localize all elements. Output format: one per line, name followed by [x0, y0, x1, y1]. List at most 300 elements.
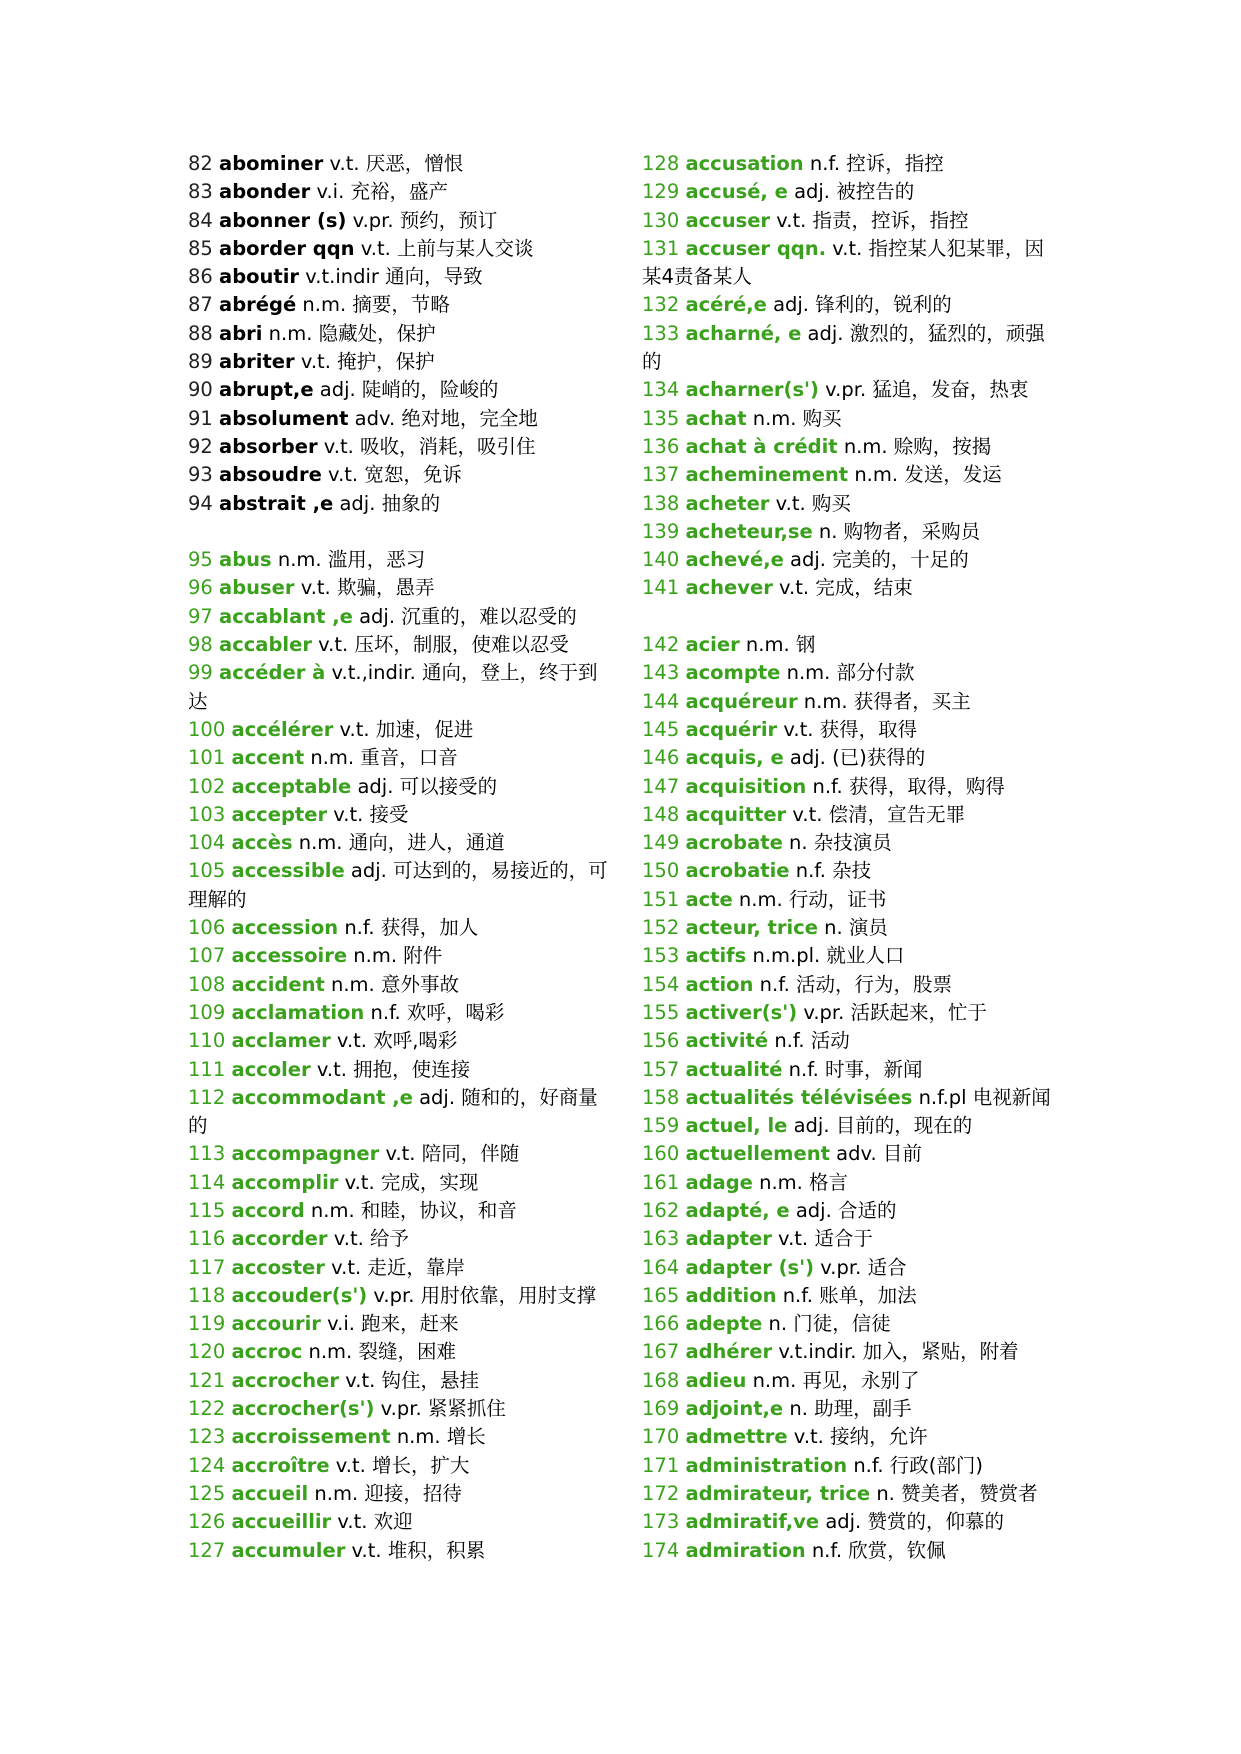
entry-definition: v.t. 偿清，宣告无罪: [792, 802, 966, 826]
vocab-entry: [188, 1084, 608, 1141]
vocab-entry: [188, 490, 608, 518]
entry-number: 168: [642, 1368, 680, 1392]
entry-headword: acceptable: [231, 774, 352, 798]
entry-headword: accélérer: [231, 717, 334, 741]
entry-headword: activité: [685, 1029, 769, 1053]
entry-headword: accompagner: [231, 1142, 380, 1166]
entry-number: 159: [642, 1114, 680, 1138]
entry-headword: abominer: [219, 152, 324, 175]
entry-headword: accrocher(s'): [231, 1397, 375, 1421]
entry-headword: accepter: [231, 802, 328, 826]
vocab-entry: [188, 405, 608, 433]
entry-headword: abrupt,e: [219, 378, 314, 402]
vocab-entry: [188, 574, 608, 602]
entry-number: 96: [188, 576, 213, 600]
entry-number: 88: [188, 321, 213, 345]
entry-number: 82: [188, 152, 213, 175]
vocab-entry: [642, 1056, 1062, 1084]
entry-number: 84: [188, 208, 213, 232]
vocab-entry: [642, 659, 1062, 687]
entry-headword: acteur, trice: [685, 916, 818, 940]
entry-headword: accroissement: [231, 1425, 391, 1449]
entry-number: 126: [188, 1510, 226, 1534]
entry-number: 148: [642, 802, 680, 826]
entry-number: 169: [642, 1397, 680, 1421]
vocab-entry: [642, 405, 1062, 433]
vocab-entry: [642, 857, 1062, 885]
entry-number: 131: [642, 236, 680, 260]
entry-headword: actualité: [685, 1057, 783, 1081]
entry-definition: n.m. 和睦，协议，和音: [310, 1198, 517, 1222]
entry-headword: accablant ,e: [219, 604, 353, 628]
entry-headword: achat: [685, 406, 747, 430]
entry-headword: accent: [231, 746, 305, 770]
entry-number: 152: [642, 916, 680, 940]
entry-definition: n.m. 裂缝，困难: [308, 1340, 456, 1364]
entry-definition: v.t. 堆积，积累: [351, 1538, 486, 1562]
vocab-entry: [642, 914, 1062, 942]
vocab-entry: [642, 942, 1062, 970]
vocab-entry: [188, 1254, 608, 1282]
entry-headword: actualités télévisées: [685, 1085, 913, 1109]
entry-definition: v.t. 适合于: [778, 1227, 873, 1251]
vocab-entry: [642, 1197, 1062, 1225]
entry-definition: v.t. 陪同，伴随: [385, 1142, 520, 1166]
entry-headword: acier: [685, 633, 740, 657]
entry-headword: adapter (s'): [685, 1255, 815, 1279]
entry-number: 118: [188, 1283, 226, 1307]
vocab-entry: [188, 631, 608, 659]
entry-definition: n.f. 杂技: [795, 859, 872, 883]
section-spacer: [642, 603, 1062, 631]
entry-definition: n. 助理，副手: [789, 1397, 912, 1421]
entry-number: 145: [642, 717, 680, 741]
vocab-entry: [642, 801, 1062, 829]
entry-number: 123: [188, 1425, 226, 1449]
entry-number: 128: [642, 152, 680, 175]
entry-headword: abstrait ,e: [219, 491, 334, 515]
entry-definition: v.pr. 用肘依靠，用肘支撑: [373, 1283, 597, 1307]
vocab-entry: [188, 1367, 608, 1395]
entry-definition: n.f. 获得，取得，购得: [812, 774, 1005, 798]
entry-definition: v.t. 接纳，允许: [793, 1425, 928, 1449]
entry-headword: abonder: [219, 180, 311, 204]
entry-definition: adv. 绝对地，完全地: [354, 406, 538, 430]
entry-number: 162: [642, 1198, 680, 1222]
vocab-entry: [188, 433, 608, 461]
section-spacer: [188, 518, 608, 546]
vocab-entry: [188, 320, 608, 348]
entry-definition: v.t. 走近，靠岸: [331, 1255, 465, 1279]
vocab-entry: [188, 1197, 608, 1225]
entry-definition: v.t.,indir. 通向，登上，终于到达: [188, 661, 598, 713]
entry-definition: v.t. 欺骗，愚弄: [300, 576, 435, 600]
entry-number: 161: [642, 1170, 680, 1194]
entry-number: 173: [642, 1510, 680, 1534]
vocab-entry: [188, 1027, 608, 1055]
entry-definition: v.t. 掩护，保护: [300, 350, 435, 374]
entry-definition: v.t. 拥抱，使连接: [316, 1057, 471, 1081]
vocab-entry: [642, 1423, 1062, 1451]
entry-headword: acharné, e: [685, 321, 802, 345]
entry-headword: abriter: [219, 350, 295, 374]
entry-definition: adj. 可以接受的: [357, 774, 498, 798]
entry-headword: accrocher: [231, 1368, 340, 1392]
entry-headword: aboutir: [219, 265, 300, 289]
entry-headword: adage: [685, 1170, 753, 1194]
entry-headword: actuel, le: [685, 1114, 788, 1138]
vocab-entry: [188, 1480, 608, 1508]
entry-headword: abrégé: [219, 293, 297, 317]
entry-number: 125: [188, 1481, 226, 1505]
entry-number: 135: [642, 406, 680, 430]
entry-definition: adj. 被控告的: [794, 180, 915, 204]
entry-number: 116: [188, 1227, 226, 1251]
vocab-entry: [642, 1395, 1062, 1423]
vocab-entry: [188, 178, 608, 206]
vocab-entry: [188, 1310, 608, 1338]
entry-number: 144: [642, 689, 680, 713]
entry-number: 129: [642, 180, 680, 204]
entry-headword: abri: [219, 321, 263, 345]
vocab-entry: [642, 1225, 1062, 1253]
entry-definition: n. 杂技演员: [789, 831, 892, 855]
entry-headword: abonner (s): [219, 208, 347, 232]
entry-headword: aborder qqn: [219, 236, 355, 260]
entry-headword: accueil: [231, 1481, 309, 1505]
vocab-entry: [642, 433, 1062, 461]
entry-headword: acclamation: [231, 1000, 365, 1024]
vocab-entry: [642, 518, 1062, 546]
entry-number: 110: [188, 1029, 226, 1053]
vocab-entry: [188, 857, 608, 914]
vocab-entry: [642, 1310, 1062, 1338]
entry-number: 156: [642, 1029, 680, 1053]
entry-number: 109: [188, 1000, 226, 1024]
entry-number: 122: [188, 1397, 226, 1421]
entry-number: 92: [188, 434, 213, 458]
entry-headword: accession: [231, 916, 339, 940]
vocab-entry: [188, 1140, 608, 1168]
entry-number: 113: [188, 1142, 226, 1166]
vocab-entry: [188, 1508, 608, 1536]
entry-definition: adj. 锋利的，锐利的: [773, 293, 952, 317]
vocab-entry: [642, 1508, 1062, 1536]
entry-definition: v.pr. 适合: [820, 1255, 907, 1279]
vocab-entry: [188, 659, 608, 716]
entry-definition: adj. (已)获得的: [789, 746, 926, 770]
entry-number: 140: [642, 548, 680, 572]
entry-headword: accorder: [231, 1227, 328, 1251]
entry-headword: action: [685, 972, 754, 996]
entry-headword: accessible: [231, 859, 345, 883]
entry-definition: v.t. 压坏，制服，使难以忍受: [318, 633, 569, 657]
vocab-entry: [642, 1027, 1062, 1055]
vocab-entry: [188, 773, 608, 801]
vocab-entry: [188, 207, 608, 235]
entry-headword: acquérir: [685, 717, 778, 741]
entry-definition: n.f. 获得，加人: [344, 916, 479, 940]
entry-number: 174: [642, 1538, 680, 1562]
entry-headword: acéré,e: [685, 293, 767, 317]
entry-definition: n.m. 获得者，买主: [803, 689, 971, 713]
vocab-entry: [642, 1338, 1062, 1366]
entry-definition: v.i. 充裕，盛产: [316, 180, 448, 204]
entry-number: 150: [642, 859, 680, 883]
entry-definition: adj. 抽象的: [339, 491, 441, 515]
entry-number: 105: [188, 859, 226, 883]
entry-definition: n.f. 行政(部门): [853, 1453, 983, 1477]
entry-definition: n.m. 通向，进人，通道: [298, 831, 505, 855]
vocab-entry: [642, 999, 1062, 1027]
vocab-entry: [188, 235, 608, 263]
entry-headword: accabler: [219, 633, 312, 657]
entry-definition: v.t. 钩住，悬挂: [345, 1368, 479, 1392]
entry-number: 137: [642, 463, 680, 487]
vocabulary-column-left: [188, 150, 608, 1565]
entry-number: 107: [188, 944, 226, 968]
entry-number: 155: [642, 1000, 680, 1024]
entry-definition: adj. 激烈的，猛烈的，顽强的: [642, 321, 1045, 374]
entry-number: 163: [642, 1227, 680, 1251]
entry-headword: absoudre: [219, 463, 322, 487]
entry-definition: n.f. 账单，加法: [782, 1283, 917, 1307]
entry-number: 157: [642, 1057, 680, 1081]
vocab-entry: [188, 546, 608, 574]
vocab-entry: [188, 1423, 608, 1451]
entry-number: 120: [188, 1340, 226, 1364]
entry-number: 111: [188, 1057, 226, 1081]
vocab-entry: [642, 886, 1062, 914]
vocab-entry: [188, 461, 608, 489]
entry-definition: v.t.indir. 加入，紧贴，附着: [778, 1340, 1019, 1364]
vocab-entry: [642, 1282, 1062, 1310]
entry-number: 154: [642, 972, 680, 996]
vocab-entry: [642, 1452, 1062, 1480]
entry-definition: v.t. 获得，取得: [783, 717, 918, 741]
entry-headword: achevé,e: [685, 548, 784, 572]
entry-headword: adieu: [685, 1368, 747, 1392]
vocab-entry: [642, 971, 1062, 999]
entry-number: 164: [642, 1255, 680, 1279]
vocab-entry: [188, 1537, 608, 1565]
entry-number: 83: [188, 180, 213, 204]
entry-headword: acheteur,se: [685, 519, 813, 543]
vocab-entry: [642, 207, 1062, 235]
entry-headword: admirateur, trice: [685, 1481, 871, 1505]
entry-definition: v.i. 跑来，赶来: [327, 1312, 459, 1336]
entry-number: 167: [642, 1340, 680, 1364]
entry-headword: accord: [231, 1198, 305, 1222]
entry-definition: n.f. 欣赏，钦佩: [811, 1538, 946, 1562]
entry-number: 171: [642, 1453, 680, 1477]
entry-number: 130: [642, 208, 680, 232]
entry-definition: n.m. 重音，口音: [310, 746, 458, 770]
vocab-entry: [642, 773, 1062, 801]
entry-number: 133: [642, 321, 680, 345]
vocab-entry: [188, 744, 608, 772]
entry-definition: n. 赞美者，赞赏者: [876, 1481, 1038, 1505]
entry-number: 108: [188, 972, 226, 996]
entry-headword: administration: [685, 1453, 848, 1477]
entry-headword: accoler: [231, 1057, 311, 1081]
entry-number: 136: [642, 434, 680, 458]
entry-definition: n.m. 迎接，招待: [314, 1481, 462, 1505]
entry-headword: accommodant ,e: [231, 1085, 413, 1109]
vocab-entry: [188, 801, 608, 829]
vocab-entry: [188, 263, 608, 291]
entry-headword: acompte: [685, 661, 781, 685]
entry-number: 153: [642, 944, 680, 968]
vocab-entry: [188, 971, 608, 999]
entry-number: 86: [188, 265, 213, 289]
entry-number: 102: [188, 774, 226, 798]
vocab-entry: [188, 914, 608, 942]
vocab-entry: [188, 716, 608, 744]
entry-headword: accroître: [231, 1453, 330, 1477]
entry-definition: v.t. 完成，实现: [344, 1170, 479, 1194]
entry-headword: accusation: [685, 152, 804, 175]
entry-number: 139: [642, 519, 680, 543]
entry-definition: n.m. 行动，证书: [738, 887, 887, 911]
entry-number: 132: [642, 293, 680, 317]
entry-headword: achever: [685, 576, 773, 600]
entry-headword: adapté, e: [685, 1198, 790, 1222]
entry-definition: adj. 完美的，十足的: [790, 548, 969, 572]
vocab-entry: [188, 291, 608, 319]
entry-definition: n.m.pl. 就业人口: [752, 944, 905, 968]
entry-definition: v.t. 给予: [333, 1227, 410, 1251]
vocab-entry: [642, 546, 1062, 574]
entry-number: 115: [188, 1198, 226, 1222]
entry-definition: n.m. 附件: [353, 944, 443, 968]
entry-number: 165: [642, 1283, 680, 1307]
entry-definition: n.f. 活动: [774, 1029, 850, 1053]
vocab-entry: [642, 461, 1062, 489]
entry-definition: n. 购物者，采购员: [818, 519, 981, 543]
entry-headword: acheminement: [685, 463, 849, 487]
entry-definition: n.f.pl 电视新闻: [918, 1085, 1051, 1109]
entry-number: 89: [188, 350, 213, 374]
entry-number: 147: [642, 774, 680, 798]
entry-definition: adj. 合适的: [795, 1198, 897, 1222]
entry-headword: acte: [685, 887, 733, 911]
entry-headword: absolument: [219, 406, 349, 430]
entry-number: 149: [642, 831, 680, 855]
entry-definition: v.t. 欢迎: [337, 1510, 413, 1534]
vocab-entry: [188, 1056, 608, 1084]
entry-number: 90: [188, 378, 213, 402]
entry-definition: n.m. 购买: [752, 406, 842, 430]
entry-headword: abus: [219, 548, 272, 572]
entry-definition: v.t. 上前与某人交谈: [360, 236, 534, 260]
entry-number: 112: [188, 1085, 226, 1109]
entry-definition: v.t. 吸收，消耗，吸引住: [323, 434, 536, 458]
vocab-entry: [642, 1112, 1062, 1140]
entry-number: 117: [188, 1255, 226, 1279]
entry-headword: accoster: [231, 1255, 325, 1279]
vocabulary-column-right: [642, 150, 1062, 1565]
entry-number: 170: [642, 1425, 680, 1449]
entry-headword: adapter: [685, 1227, 772, 1251]
entry-headword: acharner(s'): [685, 378, 819, 402]
entry-headword: admiratif,ve: [685, 1510, 820, 1534]
vocab-entry: [642, 1084, 1062, 1112]
entry-number: 121: [188, 1368, 226, 1392]
entry-headword: accourir: [231, 1312, 321, 1336]
vocab-entry: [188, 376, 608, 404]
entry-number: 124: [188, 1453, 226, 1477]
entry-definition: adj. 赞赏的，仰慕的: [825, 1510, 1004, 1534]
vocab-entry: [642, 574, 1062, 602]
entry-definition: n.m. 增长: [396, 1425, 486, 1449]
entry-definition: v.pr. 预约，预订: [352, 208, 498, 232]
entry-definition: v.t. 加速，促进: [339, 717, 474, 741]
entry-definition: v.t. 接受: [333, 802, 409, 826]
vocab-entry: [642, 235, 1062, 292]
entry-headword: actuellement: [685, 1142, 830, 1166]
entry-headword: accéder à: [219, 661, 326, 685]
entry-number: 138: [642, 491, 680, 515]
vocab-entry: [642, 490, 1062, 518]
entry-headword: acquisition: [685, 774, 807, 798]
entry-definition: v.pr. 紧紧抓住: [380, 1397, 506, 1421]
entry-headword: addition: [685, 1283, 777, 1307]
entry-definition: v.t. 购买: [775, 491, 851, 515]
vocab-entry: [188, 1225, 608, 1253]
entry-headword: adjoint,e: [685, 1397, 784, 1421]
entry-definition: n.f. 活动，行为，股票: [759, 972, 953, 996]
entry-number: 114: [188, 1170, 226, 1194]
entry-definition: adj. 目前的，现在的: [793, 1114, 973, 1138]
vocab-entry: [642, 716, 1062, 744]
entry-definition: n.f. 时事，新闻: [788, 1057, 923, 1081]
vocab-entry: [642, 1367, 1062, 1395]
entry-definition: n.m. 格言: [759, 1170, 849, 1194]
entry-headword: acquis, e: [685, 746, 784, 770]
vocab-entry: [642, 744, 1062, 772]
entry-number: 158: [642, 1085, 680, 1109]
vocab-entry: [642, 1254, 1062, 1282]
vocab-entry: [642, 1480, 1062, 1508]
entry-definition: v.t. 完成，结束: [779, 576, 913, 600]
entry-definition: adv. 目前: [836, 1142, 922, 1166]
entry-definition: v.pr. 猛追，发奋，热衷: [825, 378, 1029, 402]
vocab-entry: [188, 150, 608, 178]
vocab-entry: [642, 376, 1062, 404]
vocab-entry: [642, 178, 1062, 206]
vocab-entry: [642, 829, 1062, 857]
entry-number: 97: [188, 604, 213, 628]
entry-definition: adj. 随和的，好商量的: [188, 1085, 598, 1138]
entry-number: 172: [642, 1481, 680, 1505]
vocab-entry: [188, 1338, 608, 1366]
entry-headword: accroc: [231, 1340, 303, 1364]
entry-headword: actifs: [685, 944, 747, 968]
entry-definition: n.m. 滥用，恶习: [277, 548, 426, 572]
vocab-entry: [188, 1452, 608, 1480]
entry-headword: accident: [231, 972, 325, 996]
entry-number: 106: [188, 916, 226, 940]
entry-number: 146: [642, 746, 680, 770]
entry-number: 166: [642, 1312, 680, 1336]
entry-definition: v.t. 指控某人犯某罪，因某4责备某人: [642, 236, 1045, 289]
vocab-entry: [188, 829, 608, 857]
entry-number: 98: [188, 633, 213, 657]
entry-headword: acrobate: [685, 831, 783, 855]
entry-number: 99: [188, 661, 213, 685]
entry-headword: accessoire: [231, 944, 348, 968]
